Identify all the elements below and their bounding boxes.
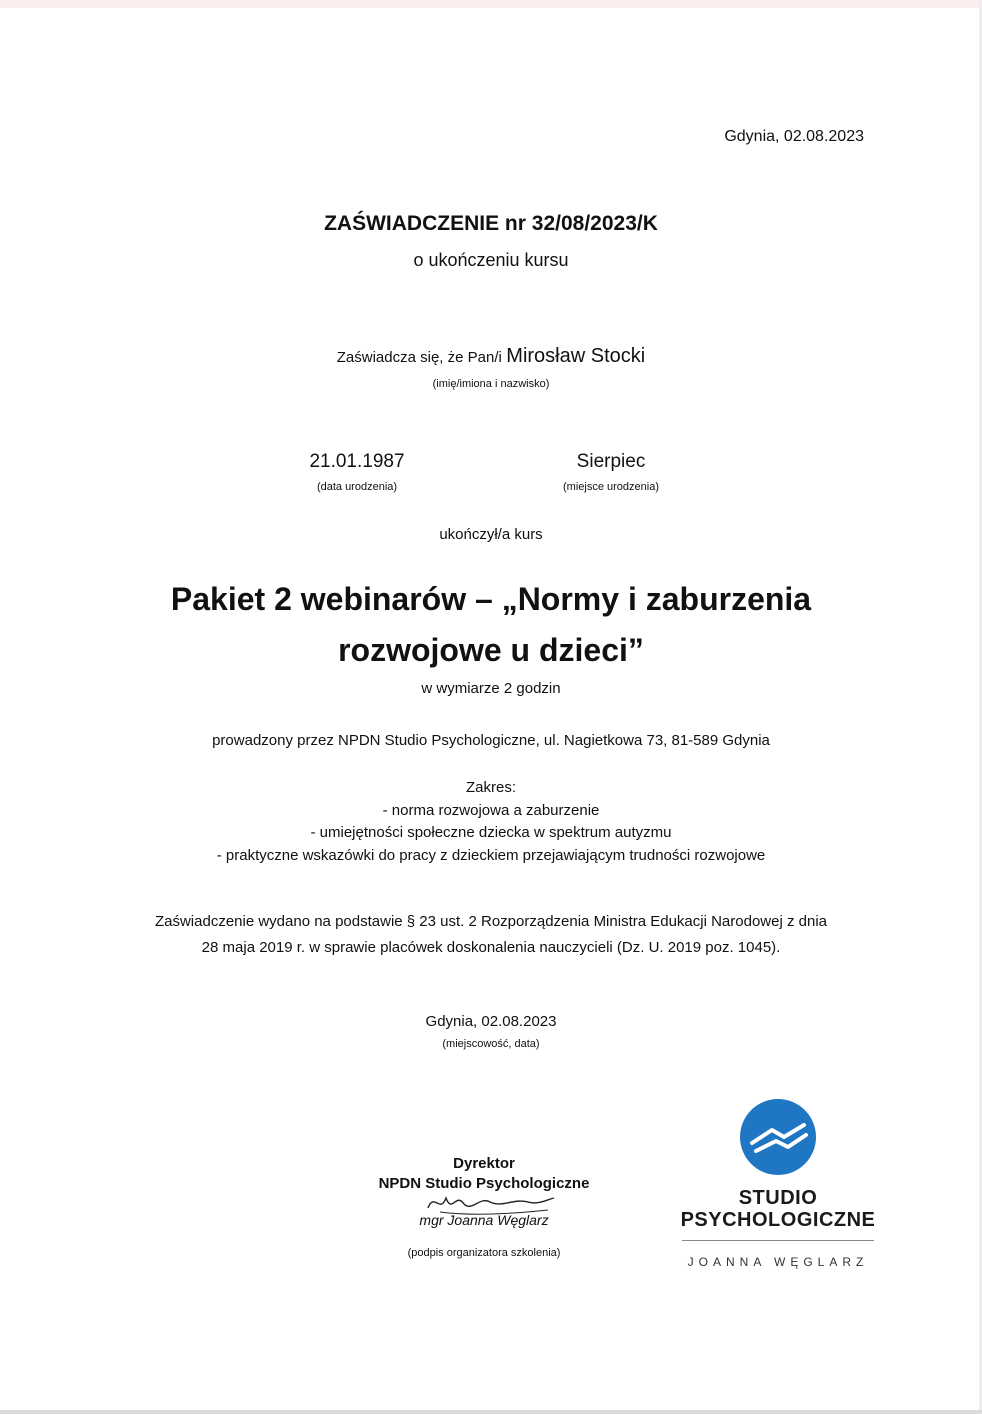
birth-place-caption: (miejsce urodzenia): [563, 481, 659, 493]
logo-wordmark-studio: STUDIO: [738, 1187, 818, 1209]
stamp-person: mgr Joanna Węglarz: [419, 1212, 549, 1228]
certificate-subtitle: o ukończeniu kursu: [413, 250, 569, 270]
course-title-line-1: Pakiet 2 webinarów – „Normy i zaburzenia: [170, 581, 812, 617]
course-duration: w wymiarze 2 godzin: [421, 680, 561, 697]
name-caption: (imię/imiona i nazwisko): [432, 378, 550, 390]
scope-section: [0, 777, 982, 867]
scope-item: - norma rozwojowa a zaburzenie: [382, 801, 600, 819]
legal-basis-line-2: 28 maja 2019 r. w sprawie placówek doskonalenia nauczycieli (Dz. U. 2019 poz. 1045).: [201, 939, 781, 956]
logo-divider: [682, 1240, 874, 1241]
studio-logo-icon: [738, 1097, 818, 1177]
certify-lead: Zaświadcza się, że Pan/i: [336, 349, 502, 366]
certificate-title: ZAŚWIADCZENIE nr 32/08/2023/K: [324, 212, 658, 235]
scope-label: Zakres:: [465, 779, 516, 796]
footer-place-date-caption: (miejscowość, data): [442, 1038, 540, 1050]
birth-date: 21.01.1987: [309, 451, 405, 472]
participant-name: Mirosław Stocki: [506, 345, 646, 367]
logo-wordmark-psychologiczne: PSYCHOLOGICZNE: [680, 1209, 876, 1231]
certify-line: [0, 345, 982, 368]
course-title-line-2: rozwojowe u dzieci”: [338, 632, 644, 668]
legal-basis: [100, 909, 882, 961]
signature-scribble: [420, 1186, 560, 1222]
scope-item: - umiejętności społeczne dziecka w spektrum autyzmu: [310, 824, 672, 841]
signature-caption: (podpis organizatora szkolenia): [407, 1247, 561, 1259]
stamp-title: Dyrektor: [453, 1155, 515, 1172]
page-bottom-edge: [0, 1410, 982, 1414]
birth-date-caption: (data urodzenia): [316, 481, 398, 493]
page-top-edge: [0, 0, 982, 8]
legal-basis-line-1: Zaświadczenie wydano na podstawie § 23 ust. 2 Rozporządzenia Ministra Edukacji Narodowej z dnia: [154, 913, 828, 930]
stamp-institution: NPDN Studio Psychologiczne: [378, 1175, 590, 1192]
scope-item: - praktyczne wskazówki do pracy z dzieckiem przejawiającym trudności rozwojowe: [216, 846, 766, 864]
header-place-date: Gdynia, 02.08.2023: [724, 128, 864, 145]
birth-place: Sierpiec: [576, 451, 646, 472]
footer-place-date: Gdynia, 02.08.2023: [425, 1013, 557, 1030]
completed-label: ukończył/a kurs: [439, 526, 543, 543]
course-title: [80, 574, 902, 676]
organizer-line: prowadzony przez NPDN Studio Psychologiczne, ul. Nagietkowa 73, 81-589 Gdynia: [212, 732, 770, 749]
logo-subtitle: JOANNA WĘGLARZ: [687, 1255, 869, 1269]
